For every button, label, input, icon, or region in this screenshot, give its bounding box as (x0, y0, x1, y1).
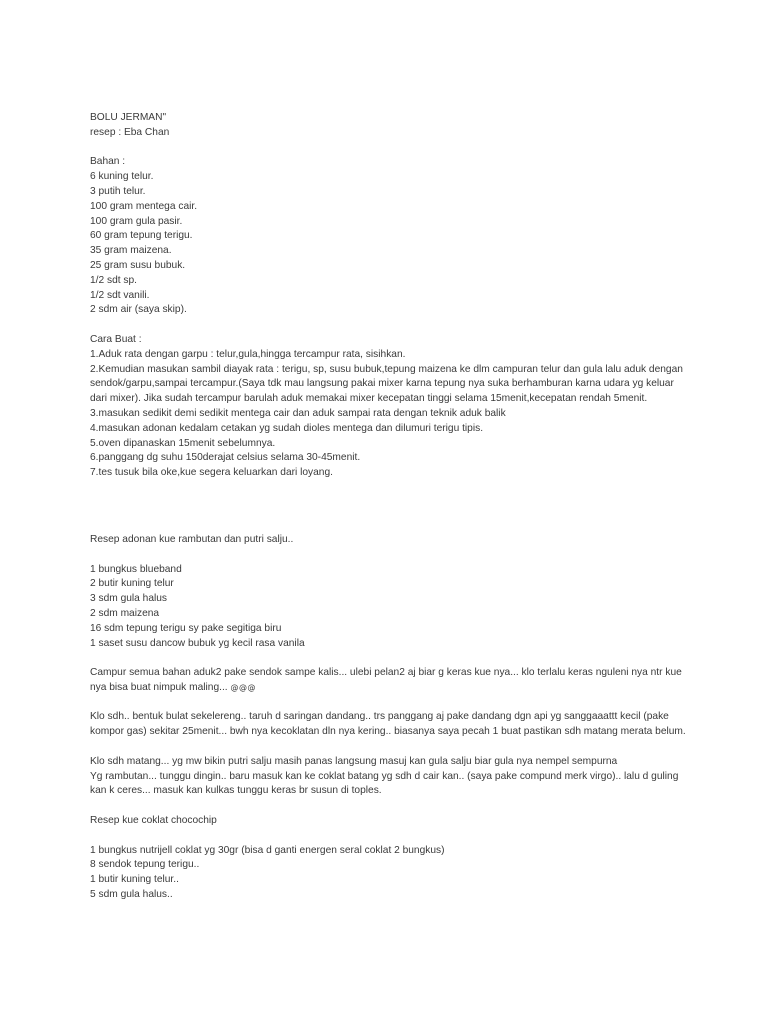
ingredient-item: 2 sdm air (saya skip). (90, 304, 187, 316)
ingredient-item: 1 bungkus nutrijell coklat yg 30gr (bisa d ganti energen seral coklat 2 bungkus) (90, 844, 445, 856)
paragraph (90, 755, 690, 799)
paragraph-line: Yg rambutan... tunggu dingin.. baru masuk kan ke coklat batang yg sdh d cair kan.. (saya pake compund merk virgo).. lalu d guling (90, 770, 679, 782)
ingredient-item: 1 saset susu dancow bubuk yg kecil rasa vanila (90, 637, 305, 649)
paragraph-line: kompor gas) sekitar 25menit... bwh nya kecoklatan dln nya kering.. biasanya saya pecah 1 buat pastikan sdh matang merata belum. (90, 726, 686, 738)
recipe-credit: resep : Eba Chan (90, 126, 170, 138)
ingredient-item: 16 sdm tepung terigu sy pake segitiga biru (90, 622, 282, 634)
paragraph-line: Klo sdh matang... yg mw bikin putri salju masih panas langsung masuj kan gula salju biar gula nya nempel sempurna (90, 755, 618, 767)
ingredient-item: 6 kuning telur. (90, 171, 154, 183)
step-list (90, 348, 690, 481)
ingredient-list (90, 844, 690, 903)
step-line: 5.oven dipanaskan 15menit sebelumnya. (90, 437, 276, 449)
ingredient-item: 5 sdm gula halus.. (90, 889, 173, 901)
step-line: sendok/garpu,sampai tercampur.(Saya tdk mau langsung pakai mixer karna tepung nya suka berhamburan karna udara yg keluar (90, 378, 674, 390)
step-line: 3.masukan sedikit demi sedikit mentega cair dan aduk sampai rata dengan teknik aduk balik (90, 407, 506, 419)
ingredient-item: 100 gram gula pasir. (90, 215, 183, 227)
step-line: 4.masukan adonan kedalam cetakan yg sudah dioles mentega dan dilumuri terigu tipis. (90, 422, 484, 434)
ingredient-item: 1 bungkus blueband (90, 563, 182, 575)
ingredient-item: 35 gram maizena. (90, 245, 172, 257)
step-line: 7.tes tusuk bila oke,kue segera keluarkan dari loyang. (90, 467, 333, 479)
paragraph-line: kan k ceres... masuk kan kulkas tunggu keras br susun di toples. (90, 785, 382, 797)
ingredient-item: 25 gram susu bubuk. (90, 259, 186, 271)
paragraph (90, 666, 690, 696)
paragraph-line: Klo sdh.. bentuk bulat sekelereng.. taruh d saringan dandang.. trs panggang aj pake dandang dgn api yg sanggaaattt kecil (pake (90, 711, 669, 723)
recipe-title: BOLU JERMAN" (90, 112, 167, 123)
recipe-title: Resep kue coklat chocochip (90, 815, 217, 827)
ingredient-item: 8 sendok tepung terigu.. (90, 859, 200, 871)
document-page (90, 111, 690, 903)
ingredient-list (90, 170, 690, 318)
ingredient-item: 60 gram tepung terigu. (90, 230, 193, 242)
paragraph-line: Campur semua bahan aduk2 pake sendok sampe kalis... ulebi pelan2 aj biar g keras kue nya... klo terlalu keras nguleni nya ntr kue (90, 667, 682, 679)
recipe-title: Resep adonan kue rambutan dan putri salju.. (90, 533, 294, 545)
step-line: dari mixer). Jika sudah tercampur barulah aduk memakai mixer kecepatan tinggi selama 15menit,kecepatan rendah 5menit. (90, 393, 648, 405)
paragraph (90, 710, 690, 740)
laughing-emoji-icon: @@@ (230, 682, 256, 692)
ingredients-heading: Bahan : (90, 156, 126, 168)
ingredient-item: 3 putih telur. (90, 185, 146, 197)
ingredient-item: 1/2 sdt vanili. (90, 289, 150, 301)
ingredient-item: 1/2 sdt sp. (90, 274, 138, 286)
steps-heading: Cara Buat : (90, 333, 142, 345)
step-line: 1.Aduk rata dengan garpu : telur,gula,hingga tercampur rata, sisihkan. (90, 348, 406, 360)
ingredient-item: 2 sdm maizena (90, 607, 160, 619)
ingredient-item: 1 butir kuning telur.. (90, 874, 179, 886)
ingredient-item: 2 butir kuning telur (90, 578, 174, 590)
step-line: 6.panggang dg suhu 150derajat celsius selama 30-45menit. (90, 452, 361, 464)
ingredient-item: 100 gram mentega cair. (90, 200, 198, 212)
step-line: 2.Kemudian masukan sambil diayak rata : terigu, sp, susu bubuk,tepung maizena ke dlm campuran telur dan gula lalu aduk dengan (90, 363, 683, 375)
ingredient-list (90, 563, 690, 652)
paragraph-line-text: nya bisa buat nimpuk maling... (90, 681, 228, 693)
ingredient-item: 3 sdm gula halus (90, 593, 168, 605)
paragraph-line (90, 681, 690, 696)
